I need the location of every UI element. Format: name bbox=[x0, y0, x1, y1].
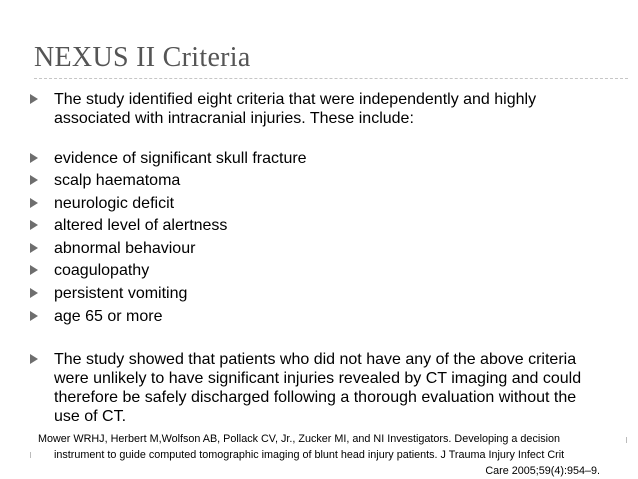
conclusion-line: were unlikely to have significant injuries revealed by CT imaging and could bbox=[54, 370, 582, 387]
criteria-text: abnormal behaviour bbox=[54, 240, 196, 257]
triangle-bullet-icon bbox=[30, 220, 38, 230]
conclusion-bullet bbox=[30, 350, 615, 426]
criteria-item bbox=[30, 149, 615, 168]
triangle-bullet-icon bbox=[30, 311, 38, 321]
triangle-bullet-icon bbox=[30, 198, 38, 208]
criteria-item bbox=[30, 284, 615, 303]
triangle-bullet-icon bbox=[30, 243, 38, 253]
criteria-text: persistent vomiting bbox=[54, 285, 188, 302]
triangle-bullet-icon bbox=[30, 94, 38, 104]
conclusion-line: therefore be safely discharged following a thorough evaluation without the bbox=[54, 389, 577, 406]
criteria-item bbox=[30, 239, 615, 258]
criteria-item bbox=[30, 171, 615, 190]
criteria-item bbox=[30, 216, 615, 235]
criteria-text: altered level of alertness bbox=[54, 217, 228, 234]
triangle-bullet-icon bbox=[30, 175, 38, 185]
criteria-text: scalp haematoma bbox=[54, 172, 181, 189]
reference-line: instrument to guide computed tomographic imaging of blunt head injury patients. J Trauma Injury Infect Crit bbox=[54, 449, 565, 461]
criteria-text: neurologic deficit bbox=[54, 195, 175, 212]
reference-line: Care 2005;59(4):954–9. bbox=[485, 465, 600, 477]
conclusion-line: use of CT. bbox=[54, 408, 127, 425]
criteria-item bbox=[30, 307, 615, 326]
intro-line: The study identified eight criteria that were independently and highly bbox=[54, 91, 537, 108]
triangle-bullet-icon bbox=[30, 153, 38, 163]
criteria-text: coagulopathy bbox=[54, 262, 150, 279]
reference-citation bbox=[38, 431, 600, 479]
criteria-item bbox=[30, 261, 615, 280]
reference-line: Mower WRHJ, Herbert M,Wolfson AB, Pollack CV, Jr., Zucker MI, and NI Investigators. Developing a decision bbox=[38, 433, 561, 445]
intro-bullet bbox=[30, 90, 615, 128]
criteria-item bbox=[30, 194, 615, 213]
criteria-text: age 65 or more bbox=[54, 308, 163, 325]
intro-line: associated with intracranial injuries. These include: bbox=[54, 110, 414, 127]
title-divider bbox=[34, 78, 628, 79]
criteria-text: evidence of significant skull fracture bbox=[54, 150, 307, 167]
conclusion-line: The study showed that patients who did not have any of the above criteria bbox=[54, 351, 577, 368]
triangle-bullet-icon bbox=[30, 288, 38, 298]
triangle-bullet-icon bbox=[30, 265, 38, 275]
decorative-tick bbox=[30, 452, 31, 458]
triangle-bullet-icon bbox=[30, 354, 38, 364]
decorative-tick bbox=[626, 437, 627, 443]
slide-title: NEXUS II Criteria bbox=[34, 42, 251, 73]
